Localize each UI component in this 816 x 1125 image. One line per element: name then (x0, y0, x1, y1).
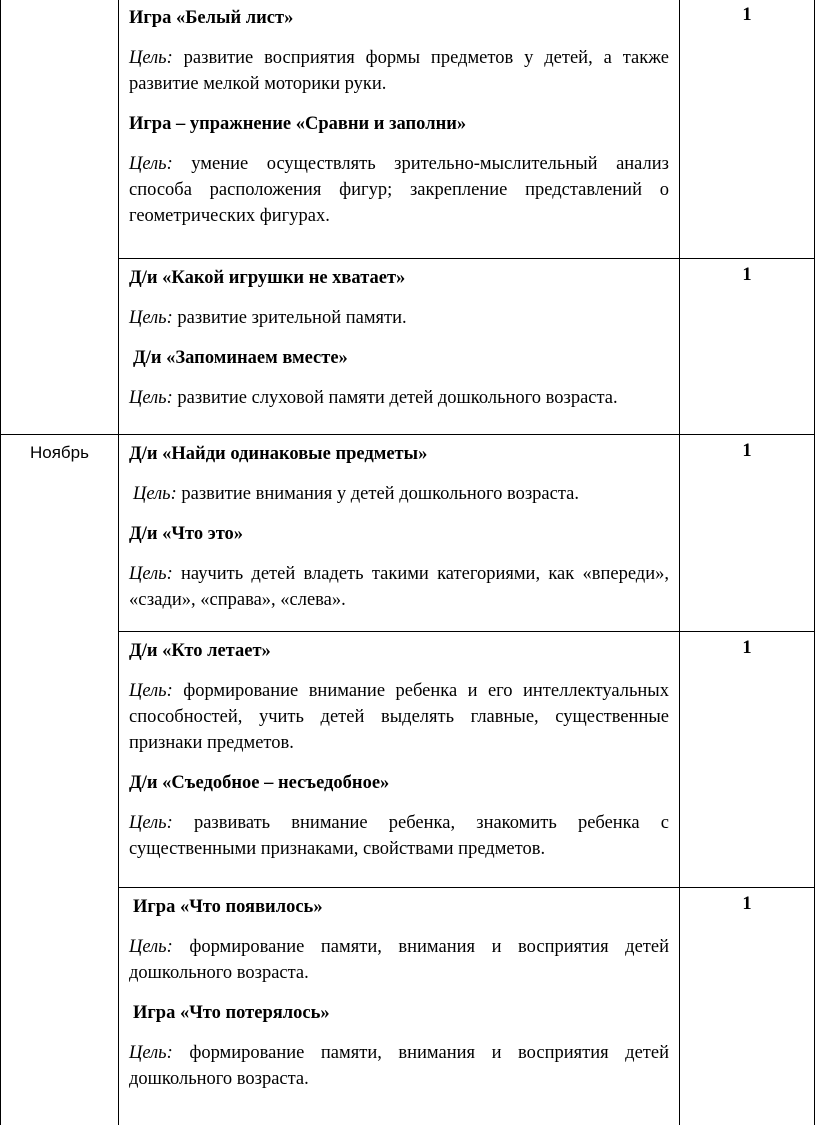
game-title: Д/и «Что это» (129, 524, 244, 544)
game-goal (129, 1040, 669, 1092)
goal-text: развивать внимание ребенка, знакомить ребенка с существенными признаками, свойствами предметов. (129, 813, 669, 859)
goal-text: научить детей владеть такими категориями, как «впереди», «сзади», «справа», «слева». (129, 564, 669, 610)
hours-cell: 1 (680, 888, 815, 1125)
game-title: Игра «Белый лист» (129, 8, 294, 28)
goal-label: Цель: (129, 681, 173, 701)
table-row (1, 435, 815, 632)
hours-cell: 1 (680, 0, 815, 259)
content-cell (119, 259, 680, 435)
content-cell (119, 435, 680, 632)
game-goal (129, 678, 669, 756)
goal-text: умение осуществлять зрительно-мыслительный анализ способа расположения фигур; закрепление представлений о геометрических фигурах. (129, 154, 669, 226)
goal-text: развитие зрительной памяти. (177, 308, 407, 328)
table-row (1, 632, 815, 888)
game-goal (129, 45, 669, 97)
game-goal (129, 481, 669, 507)
goal-text: формирование памяти, внимания и восприятия детей дошкольного возраста. (129, 937, 669, 983)
game-title: Д/и «Кто летает» (129, 641, 271, 661)
game-title: Д/и «Съедобное – несъедобное» (129, 773, 390, 793)
game-goal (129, 561, 669, 613)
game-goal (129, 305, 669, 331)
table-row (1, 0, 815, 259)
goal-label: Цель: (133, 484, 177, 504)
goal-text: формирование памяти, внимания и восприятия детей дошкольного возраста. (129, 1043, 669, 1089)
goal-label: Цель: (129, 48, 173, 68)
content-cell (119, 888, 680, 1125)
hours-cell: 1 (680, 259, 815, 435)
table-row (1, 259, 815, 435)
month-cell: Ноябрь (1, 435, 119, 1125)
game-title: Д/и «Найди одинаковые предметы» (129, 444, 428, 464)
game-goal (129, 385, 669, 411)
goal-label: Цель: (129, 308, 173, 328)
goal-label: Цель: (129, 388, 173, 408)
goal-label: Цель: (129, 813, 173, 833)
goal-label: Цель: (129, 1043, 173, 1063)
hours-cell: 1 (680, 435, 815, 632)
content-cell (119, 0, 680, 259)
content-cell (119, 632, 680, 888)
game-title: Игра – упражнение «Сравни и заполни» (129, 114, 467, 134)
game-goal (129, 810, 669, 862)
game-title: Игра «Что появилось» (133, 897, 323, 917)
month-cell (1, 0, 119, 435)
game-title: Игра «Что потерялось» (133, 1003, 330, 1023)
goal-text: развитие восприятия формы предметов у детей, а также развитие мелкой моторики руки. (129, 48, 669, 94)
goal-text: развитие внимания у детей дошкольного возраста. (181, 484, 579, 504)
game-goal (129, 151, 669, 229)
goal-text: формирование внимание ребенка и его интеллектуальных способностей, учить детей выделять главные, существенные признаки предметов. (129, 681, 669, 753)
goal-label: Цель: (129, 564, 173, 584)
table-row (1, 888, 815, 1125)
goal-label: Цель: (129, 154, 173, 174)
game-title: Д/и «Запоминаем вместе» (133, 348, 348, 368)
goal-text: развитие слуховой памяти детей дошкольного возраста. (177, 388, 618, 408)
game-goal (129, 934, 669, 986)
hours-cell: 1 (680, 632, 815, 888)
goal-label: Цель: (129, 937, 173, 957)
game-title: Д/и «Какой игрушки не хватает» (129, 268, 406, 288)
